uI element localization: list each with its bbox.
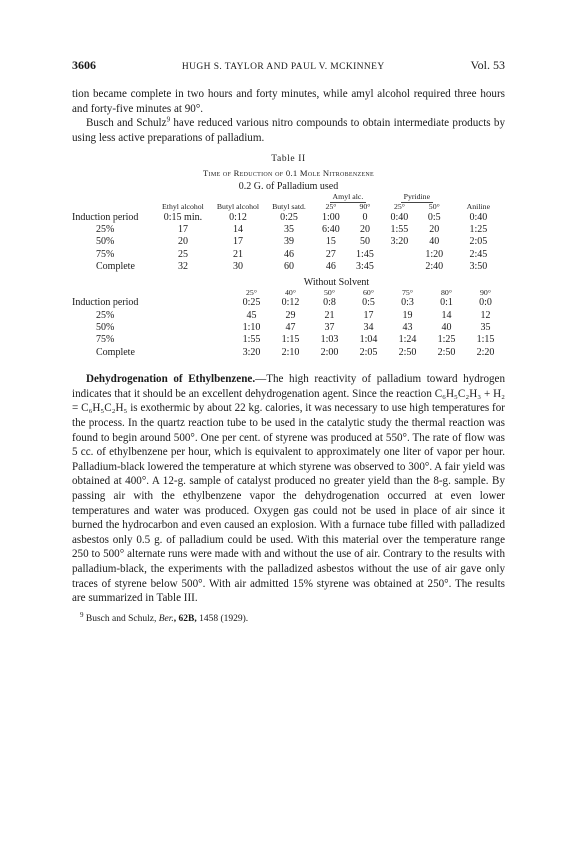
table-body-1	[72, 212, 505, 274]
table-cell: 40	[429, 236, 440, 248]
col-aniline: Aniline	[466, 201, 491, 211]
table-cell: 45	[246, 309, 257, 321]
col-amyl	[314, 193, 382, 203]
table-cell: 3:50	[469, 261, 488, 273]
footnote-number: 9	[80, 610, 84, 619]
table-cell: 1:04	[359, 334, 378, 346]
table-cell: 34	[363, 322, 374, 333]
table-cell: 0	[362, 211, 368, 223]
table-cell: 2:50	[437, 346, 456, 358]
table-cell: 1:03	[320, 334, 339, 346]
table-cell: 0:0	[479, 297, 492, 309]
table-caption: Time of Reduction of 0.1 Mole Nitrobenzene	[202, 168, 375, 179]
table-cell: 21	[232, 248, 243, 260]
journal-page	[72, 58, 505, 626]
row-label: Complete	[96, 346, 135, 358]
table-cell: 20	[177, 236, 188, 248]
table-cell: 14	[232, 223, 243, 235]
col-ethyl: Ethyl alcohol	[162, 201, 204, 211]
row-label: Complete	[96, 261, 135, 273]
row-label: 25%	[96, 309, 115, 321]
table-cell: 1:10	[242, 322, 261, 333]
table-cell: 27	[325, 248, 336, 260]
table-cell: 1:20	[425, 248, 444, 260]
table-cell: 50	[359, 236, 370, 248]
table-cell: 0:12	[281, 297, 300, 309]
intro-paragraph-1: tion became complete in two hours and forty minutes, while amyl alcohol required three hours and forty-five minutes at 90°.	[72, 88, 505, 115]
table-cell: 39	[283, 236, 294, 248]
col-pyr-50: 50°	[428, 201, 440, 211]
running-authors: HUGH S. TAYLOR AND PAUL V. MCKINNEY	[181, 62, 385, 72]
table-cell: 3:20	[390, 236, 409, 248]
table-cell: 1:15	[476, 334, 495, 346]
table-cell: 60	[283, 261, 294, 273]
col-amyl-25: 25°	[325, 201, 337, 211]
table-cell: 1:55	[390, 223, 409, 235]
table-cell	[382, 261, 417, 273]
intro-para2-start: Busch and Schulz	[86, 117, 167, 130]
table-cell: 32	[177, 261, 188, 273]
table-cell: 14	[441, 309, 452, 321]
table-cell: 2:45	[469, 248, 488, 260]
table-cell: 40	[441, 322, 452, 333]
intro-para2-end: have reduced various nitro compounds to obtain intermediate products by using less active preparations of palladium.	[72, 117, 505, 144]
reduction-table-no-solvent	[72, 289, 505, 360]
table-cell: 25	[177, 248, 188, 260]
table-row	[72, 249, 505, 261]
dehydrogenation-paragraph	[72, 372, 505, 606]
col-amyl-label: Amyl alc.	[330, 193, 367, 203]
footnote-text: Busch and Schulz,	[83, 613, 159, 624]
table-cell: 17	[363, 309, 374, 321]
intro-paragraph-2	[72, 116, 505, 145]
table-cell: 1:00	[322, 211, 340, 223]
row-label: 50%	[96, 236, 115, 248]
table-cell: 1:45	[356, 248, 374, 260]
table-cell: 1:55	[242, 334, 261, 346]
table-row	[72, 347, 505, 359]
footnote-journal: Ber.	[158, 613, 174, 624]
footnote-volume: , 62B,	[173, 613, 197, 624]
table-row	[72, 297, 505, 309]
col-amyl-90: 90°	[359, 201, 371, 211]
table-cell: 0:5	[362, 297, 375, 309]
reduction-table-solvents	[72, 193, 505, 273]
table-cell: 3:20	[242, 346, 261, 358]
table-cell: 0:1	[440, 297, 453, 309]
table-cell: 21	[324, 309, 335, 321]
col-butyl-satd: Butyl satd.	[272, 201, 306, 211]
table-header-row	[72, 193, 505, 203]
row-label: 75%	[96, 334, 115, 346]
table-cell: 2:05	[469, 236, 488, 248]
table-row	[72, 261, 505, 273]
row-label: 50%	[96, 322, 115, 333]
table-cell: 0:40	[469, 211, 488, 223]
table-cell: 1:24	[398, 334, 417, 346]
table-cell: 2:05	[359, 346, 378, 358]
table-cell: 20	[359, 223, 370, 235]
footnote	[72, 612, 505, 627]
table-cell: 1:15	[281, 334, 300, 346]
col-temp: 25°	[246, 287, 257, 297]
col-pyridine-label: Pyridine	[401, 193, 433, 203]
table-cell: 47	[285, 322, 296, 333]
footnote-ref: 9	[166, 115, 171, 124]
table-cell: 37	[324, 322, 335, 333]
table-cell: 0:25	[280, 211, 298, 223]
table-cell: 46	[325, 261, 336, 273]
row-label: 25%	[96, 223, 115, 235]
table-cell: 0:8	[323, 297, 336, 309]
table-cell: 2:50	[398, 346, 417, 358]
row-label: Induction period	[72, 297, 139, 309]
section-lead: —The high reactivity of palladium toward hydrogen indicates that it should be an excellent dehydrogenation agent. Since the reaction	[72, 373, 506, 400]
table-cell: 20	[429, 223, 440, 235]
section-body: is exothermic by about 22 kg. calories, it was necessary to use high temperatures for the process. In the quartz reaction tube to be used in the catalytic study the thermal reaction was found to begin around 500°. One per cent. of styrene was produced at 550°. The rate of flow was 5 cc. of ethylbenzene per hour, which is equivalent to approximately one liter of vapor per hour. Palladium-black lowered the temperature at which styrene was observed to 300°. A fair yield was obtained at 400°. A 12-g. sample of catalyst produced no greater yield than the 8-g. sample. By passing air with the ethylbenzene vapor the dehydrogenation occurred at even lower temperatures and water was produced. Oxygen gas could not be used in place of air since it burned the hydrocarbon and even caused an explosion. With a furnace tube filled with palladized asbestos only 0.5 g. of palladium could be used. With this material over the temperature range 250 to 500° alternate runs were made with and without the use of air. Contrary to the results with palladium-black, the experiments with the palladized asbestos without the use of air gave only traces of styrene below 500°. With air admitted 15% styrene was obtained at 250°. The results are summarized in Table III.	[72, 402, 505, 605]
table-row	[72, 310, 505, 322]
table-cell: 3:45	[356, 261, 374, 273]
volume-label: Vol. 53	[470, 58, 505, 72]
table-cell: 2:40	[425, 261, 444, 273]
table-subhead-no-solvent: Without Solvent	[303, 276, 370, 288]
table-cell: 0:12	[229, 211, 247, 223]
table-header-row	[72, 289, 505, 298]
table-cell: 35	[283, 223, 294, 235]
col-temp: 90°	[480, 287, 491, 297]
running-header	[72, 58, 505, 73]
col-pyr-25: 25°	[393, 201, 405, 211]
table-cell: 2:00	[320, 346, 339, 358]
table-cell: 0:5	[427, 211, 441, 223]
page-number: 3606	[72, 58, 96, 72]
reaction-equation: C₆H₅C₂H₃ + H₂ = C₆H₅C₂H₅	[72, 387, 505, 415]
table-cell: 12	[480, 309, 491, 321]
table-cell: 2:20	[476, 346, 495, 358]
table-cell: 17	[232, 236, 243, 248]
table-label: Table II	[271, 154, 306, 165]
table-cell: 46	[283, 248, 294, 260]
table-cell: 17	[177, 223, 188, 235]
table-cell: 29	[285, 309, 296, 321]
table-cell: 0:25	[242, 297, 261, 309]
col-temp: 60°	[363, 287, 374, 297]
table-cell: 19	[402, 309, 413, 321]
table-cell: 35	[480, 322, 491, 333]
table-cell: 6:40	[322, 223, 340, 235]
section-title: Dehydrogenation of Ethylbenzene.	[86, 373, 256, 386]
table-body-2	[72, 297, 505, 359]
table-cell	[382, 249, 417, 261]
table-row	[72, 212, 505, 224]
col-temp: 80°	[441, 287, 452, 297]
col-temp: 50°	[324, 287, 335, 297]
row-label: 75%	[96, 248, 115, 260]
col-butyl: Butyl alcohol	[216, 201, 260, 211]
table-subhead-palladium: 0.2 G. of Palladium used	[238, 181, 339, 193]
table-cell: 0:40	[390, 211, 409, 223]
table-row	[72, 334, 505, 346]
table-cell: 2:10	[281, 346, 300, 358]
col-pyridine	[382, 193, 452, 203]
table-row	[72, 224, 505, 236]
table-cell: 43	[402, 322, 413, 333]
table-cell: 0:3	[401, 297, 414, 309]
row-label: Induction period	[72, 211, 139, 223]
table-cell: 30	[232, 261, 243, 273]
table-cell: 1:25	[469, 223, 488, 235]
col-temp: 40°	[285, 287, 296, 297]
table-cell: 0:15 min.	[163, 211, 203, 223]
footnote-rest: 1458 (1929).	[196, 613, 249, 624]
col-temp: 75°	[402, 287, 413, 297]
table-cell: 1:25	[437, 334, 456, 346]
table-row	[72, 236, 505, 248]
table-cell: 15	[325, 236, 336, 248]
table-row	[72, 322, 505, 334]
